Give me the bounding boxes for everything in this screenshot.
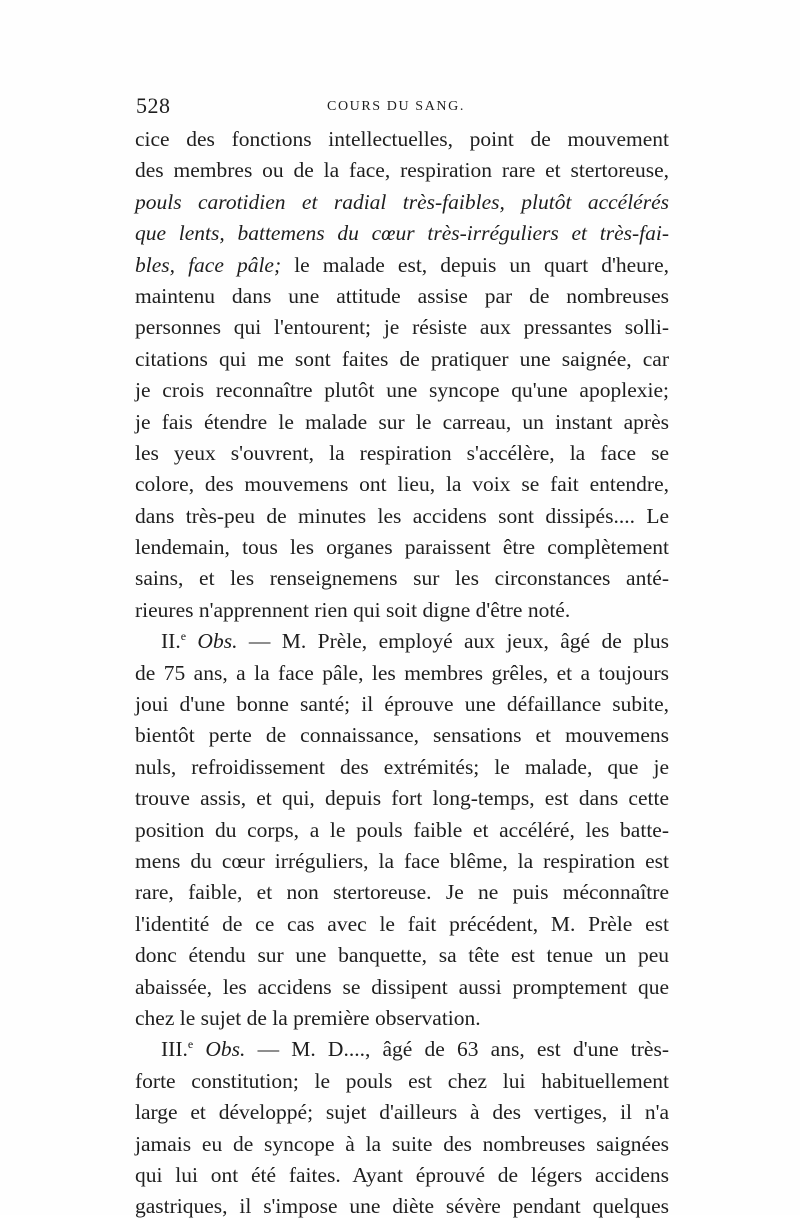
observation-number: III. bbox=[161, 1037, 188, 1062]
observation-heading-line bbox=[135, 626, 669, 657]
text-line: citations qui me sont faites de pratiquer une saignée, car bbox=[135, 346, 669, 371]
text-line: les yeux s'ouvrent, la respiration s'accélère, la face se bbox=[135, 440, 669, 465]
text-line: lendemain, tous les organes paraissent être complètement bbox=[135, 535, 669, 560]
observation-heading-line bbox=[135, 1034, 669, 1065]
obs-label: Obs. bbox=[186, 629, 238, 654]
ordinal-suffix: e bbox=[187, 1037, 194, 1052]
text-line: rare, faible, et non stertoreuse. Je ne puis méconnaître bbox=[135, 880, 669, 905]
text-line: joui d'une bonne santé; il éprouve une défaillance subite, bbox=[135, 692, 669, 717]
running-head: COURS DU SANG. bbox=[327, 99, 465, 114]
text-line: maintenu dans une attitude assise par de nombreuses bbox=[135, 283, 669, 308]
text-line: personnes qui l'entourent; je résiste aux pressantes solli- bbox=[135, 315, 669, 340]
text-line: cice des fonctions intellectuelles, point de mouvement bbox=[135, 127, 669, 151]
text-line: colore, des mouvemens ont lieu, la voix se fait entendre, bbox=[135, 472, 669, 497]
text-line: je fais étendre le malade sur le carreau, un instant après bbox=[135, 409, 669, 434]
ordinal-suffix: e bbox=[180, 629, 187, 644]
obs-label: Obs. bbox=[193, 1037, 246, 1062]
text-line bbox=[135, 250, 669, 281]
text-line: position du corps, a le pouls faible et accéléré, les batte- bbox=[135, 817, 669, 842]
text-line: abaissée, les accidens se dissipent aussi promptement que bbox=[135, 974, 669, 999]
text-line: sains, et les renseignemens sur les circonstances anté- bbox=[135, 566, 669, 591]
text-line: donc étendu sur une banquette, sa tête est tenue un peu bbox=[135, 943, 669, 968]
text-fragment: — M. D...., âgé de 63 ans, est d'une très- bbox=[245, 1037, 669, 1062]
text-line: je crois reconnaître plutôt une syncope qu'une apoplexie; bbox=[135, 378, 669, 403]
text-line: nuls, refroidissement des extrémités; le malade, que je bbox=[135, 754, 669, 779]
text-line: jamais eu de syncope à la suite des nombreuses saignées bbox=[135, 1131, 669, 1156]
page-number: 528 bbox=[136, 93, 171, 118]
text-fragment: — M. Prèle, employé aux jeux, âgé de plus bbox=[237, 629, 669, 654]
text-line: l'identité de ce cas avec le fait précédent, M. Prèle est bbox=[135, 911, 669, 936]
text-line: mens du cœur irréguliers, la face blême, la respiration est bbox=[135, 848, 669, 873]
text-line: dans très-peu de minutes les accidens sont dissipés.... Le bbox=[135, 503, 669, 528]
text-line: rieures n'apprennent rien qui soit digne d'être noté. bbox=[135, 597, 571, 622]
text-line: qui lui ont été faites. Ayant éprouvé de légers accidens bbox=[135, 1162, 669, 1187]
body-text bbox=[135, 124, 669, 1223]
text-line: large et développé; sujet d'ailleurs à des vertiges, il n'a bbox=[135, 1100, 669, 1125]
text-fragment: le malade est, depuis un quart d'heure, bbox=[281, 252, 669, 277]
text-line: bientôt perte de connaissance, sensations et mouvemens bbox=[135, 723, 669, 748]
page-header bbox=[136, 93, 670, 127]
text-line: pouls carotidien et radial très-faibles, plutôt accélérés bbox=[135, 189, 669, 214]
text-line: forte constitution; le pouls est chez lui habituellement bbox=[135, 1068, 669, 1093]
text-line: chez le sujet de la première observation. bbox=[135, 1005, 481, 1030]
observation-number: II. bbox=[161, 629, 181, 654]
italic-fragment: bles, face pâle; bbox=[135, 252, 282, 277]
text-line: des membres ou de la face, respiration rare et stertoreuse, bbox=[135, 158, 669, 183]
text-line: de 75 ans, a la face pâle, les membres grêles, et a toujours bbox=[135, 660, 669, 685]
text-line: trouve assis, et qui, depuis fort long-temps, est dans cette bbox=[135, 786, 669, 811]
text-line: gastriques, il s'impose une diète sévère pendant quelques bbox=[135, 1194, 669, 1219]
text-line: que lents, battemens du cœur très-irréguliers et très-fai- bbox=[135, 221, 669, 246]
